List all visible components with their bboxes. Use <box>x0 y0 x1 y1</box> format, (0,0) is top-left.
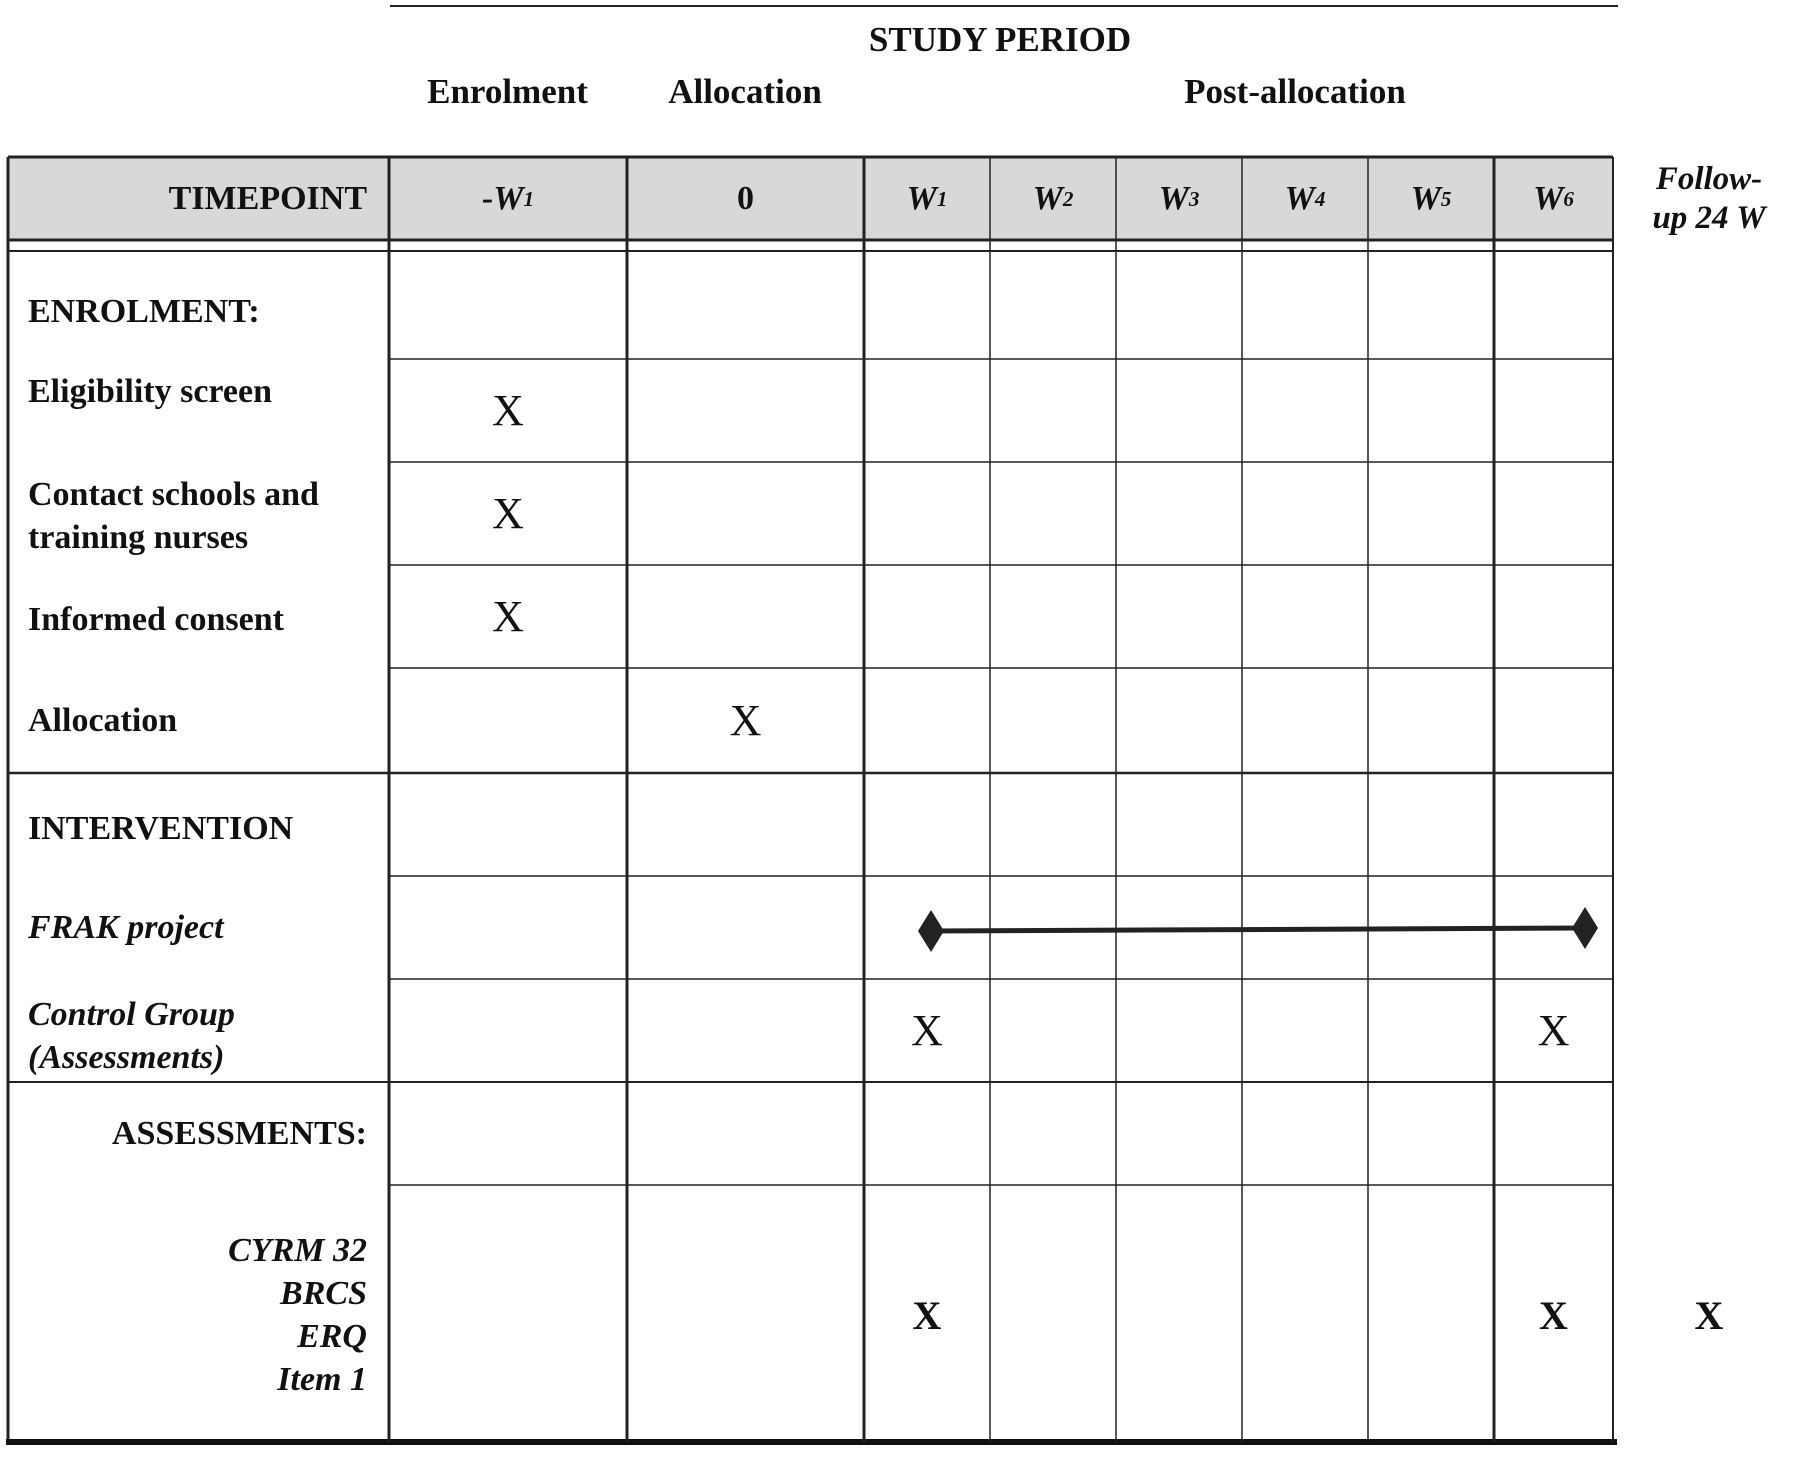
duration-start-diamond <box>918 910 944 952</box>
measure-brcs: BRCS <box>280 1275 367 1312</box>
header-zero: 0 <box>737 180 754 217</box>
row-label-intervention: INTERVENTION <box>28 809 294 847</box>
row-label-allocation: Allocation <box>28 702 178 739</box>
duration-end-diamond <box>1572 907 1598 949</box>
mark-assess-w1: X <box>912 1292 942 1338</box>
row-label-eligibility: Eligibility screen <box>28 372 272 410</box>
header-w1: W 1 <box>906 180 948 217</box>
mark-assess-followup: X <box>1694 1292 1724 1338</box>
measure-cyrm32: CYRM 32 <box>228 1232 367 1269</box>
mark-control-w1: X <box>911 1006 943 1055</box>
header-w3-main: W <box>1158 180 1189 217</box>
row-label-assessments: ASSESSMENTS: <box>111 1115 367 1152</box>
header-w2: W 2 <box>1032 180 1074 217</box>
phase-post-allocation: Post-allocation <box>1184 72 1406 111</box>
header-minus-w1: -W 1 <box>481 180 535 217</box>
measure-item1: Item 1 <box>277 1361 367 1398</box>
row-label-control-group <box>9 992 389 1080</box>
study-period-title: STUDY PERIOD <box>868 20 1132 59</box>
mark-eligibility-minus-w1: X <box>492 386 524 435</box>
header-w3: W 3 <box>1158 180 1200 217</box>
row-label-contact <box>9 470 389 562</box>
mark-assess-w6: X <box>1539 1292 1568 1338</box>
mark-contact-minus-w1: X <box>492 489 524 538</box>
mark-control-w6: X <box>1537 1006 1570 1055</box>
header-minus-w1-main: -W <box>481 180 524 217</box>
header-w1-main: W <box>906 180 937 217</box>
row-label-measures <box>9 1225 389 1405</box>
header-w2-main: W <box>1032 180 1063 217</box>
measure-erq: ERQ <box>297 1318 367 1355</box>
header-followup <box>1613 158 1805 240</box>
row-label-contact-line2: training nurses <box>28 519 249 556</box>
phase-enrolment: Enrolment <box>427 72 588 111</box>
header-followup-line1: Follow- <box>1655 161 1763 197</box>
header-followup-line2: up 24 W <box>1652 200 1766 236</box>
header-w4-main: W <box>1284 180 1315 217</box>
header-w6: W 6 <box>1533 180 1574 217</box>
row-label-contact-line1: Contact schools and <box>28 476 319 513</box>
row-label-control-line2: (Assessments) <box>28 1039 225 1076</box>
header-w4: W 4 <box>1284 180 1326 217</box>
phase-allocation: Allocation <box>668 72 822 111</box>
header-w5-main: W <box>1410 180 1441 217</box>
header-w5: W 5 <box>1410 180 1452 217</box>
mark-allocation-zero: X <box>729 696 762 745</box>
row-label-control-line1: Control Group <box>28 996 235 1033</box>
row-label-frak-project: FRAK project <box>28 909 224 946</box>
row-label-consent: Informed consent <box>28 600 284 638</box>
row-label-enrolment: ENROLMENT: <box>28 292 260 330</box>
mark-consent-minus-w1: X <box>492 592 524 641</box>
header-w6-main: W <box>1533 180 1564 217</box>
header-timepoint: TIMEPOINT <box>168 180 367 217</box>
